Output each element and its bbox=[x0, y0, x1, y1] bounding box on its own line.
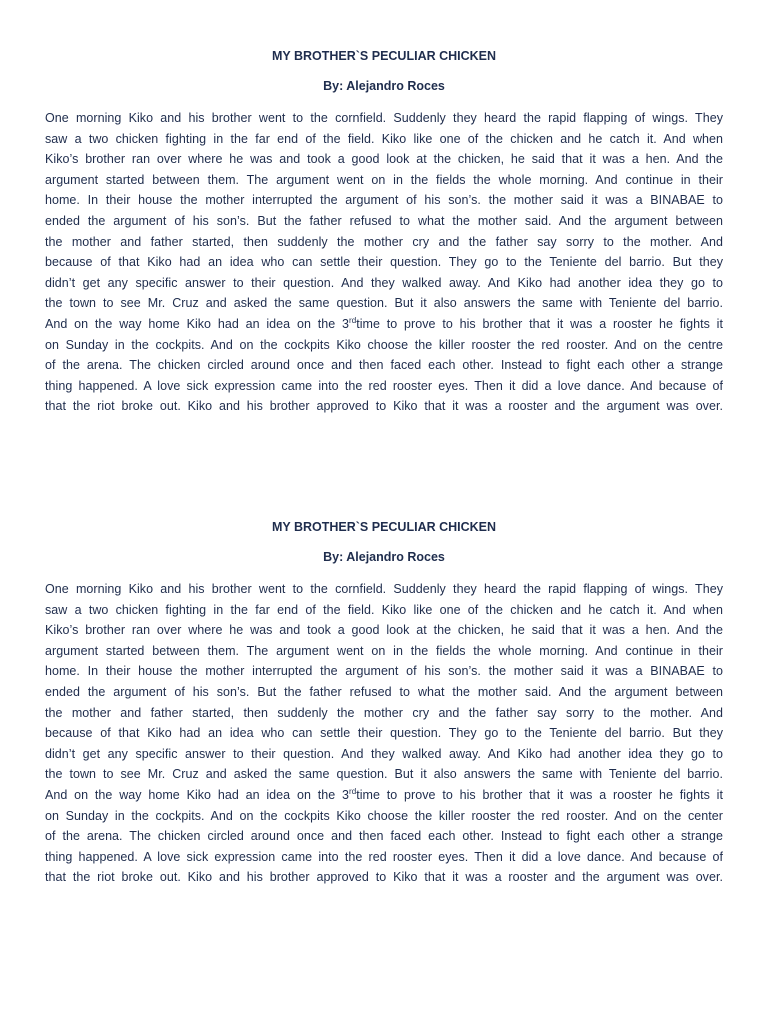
story-body bbox=[45, 579, 723, 888]
body-line: the town to see Mr. Cruz and asked the same question. But it also answers the same with Teniente del barrio. bbox=[45, 296, 723, 311]
ordinal-suffix: rd bbox=[349, 786, 357, 796]
body-line: home. In their house the mother interrupted the argument of his son’s. the mother said it was a BINABAE to bbox=[45, 664, 723, 679]
story-body bbox=[45, 108, 723, 417]
body-line: on Sunday in the cockpits. And on the cockpits Kiko choose the killer rooster the red rooster. And on the center bbox=[45, 808, 723, 823]
body-line: because of that Kiko had an idea who can settle their question. They go to the Teniente del barrio. But they bbox=[45, 255, 723, 270]
body-line: ended the argument of his son’s. But the father refused to what the mother said. And the argument between bbox=[45, 684, 723, 699]
body-line-ordinal bbox=[45, 314, 723, 335]
body-line: Kiko’s brother ran over where he was and took a good look at the chicken, he said that it was a hen. And the bbox=[45, 152, 723, 167]
line-end: time to prove to his brother that it was a rooster he fights it bbox=[356, 316, 723, 331]
body-line-ordinal bbox=[45, 785, 723, 806]
line-start: And on the way home Kiko had an idea on the 3 bbox=[45, 787, 349, 802]
story-byline: By: Alejandro Roces bbox=[323, 79, 445, 93]
story-second bbox=[45, 519, 723, 888]
body-line: the town to see Mr. Cruz and asked the same question. But it also answers the same with Teniente del barrio. bbox=[45, 767, 723, 782]
ordinal-suffix: rd bbox=[349, 315, 357, 325]
body-line: argument started between them. The argument went on in the fields the whole morning. And continue in their bbox=[45, 172, 723, 187]
body-line: on Sunday in the cockpits. And on the cockpits Kiko choose the killer rooster the red rooster. And on the centre bbox=[45, 337, 723, 352]
body-line: One morning Kiko and his brother went to the cornfield. Suddenly they heard the rapid flapping of wings. They bbox=[45, 582, 723, 596]
line-start: And on the way home Kiko had an idea on the 3 bbox=[45, 316, 349, 331]
body-line: thing happened. A love sick expression came into the red rooster eyes. Then it did a love dance. And because of bbox=[45, 849, 723, 864]
body-line: of the arena. The chicken circled around once and then faced each other. Instead to fight each other a strange bbox=[45, 358, 723, 373]
body-line: didn’t get any specific answer to their question. And they walked away. And Kiko had another idea they go to bbox=[45, 275, 723, 290]
body-line: argument started between them. The argument went on in the fields the whole morning. And continue in their bbox=[45, 643, 723, 658]
story-byline: By: Alejandro Roces bbox=[323, 550, 445, 564]
story-title: MY BROTHER`S PECULIAR CHICKEN bbox=[271, 49, 497, 63]
body-line: saw a two chicken fighting in the far end of the field. Kiko like one of the chicken and he catch it. And when bbox=[45, 602, 723, 617]
body-line: thing happened. A love sick expression came into the red rooster eyes. Then it did a love dance. And because of bbox=[45, 378, 723, 393]
body-line: because of that Kiko had an idea who can settle their question. They go to the Teniente del barrio. But they bbox=[45, 726, 723, 741]
story-title: MY BROTHER`S PECULIAR CHICKEN bbox=[271, 520, 497, 534]
body-line: of the arena. The chicken circled around once and then faced each other. Instead to fight each other a strange bbox=[45, 829, 723, 844]
body-line: didn’t get any specific answer to their question. And they walked away. And Kiko had another idea they go to bbox=[45, 746, 723, 761]
body-line: the mother and father started, then suddenly the mother cry and the father say sorry to the mother. And bbox=[45, 234, 723, 249]
line-end: time to prove to his brother that it was a rooster he fights it bbox=[356, 787, 723, 802]
body-line: Kiko’s brother ran over where he was and took a good look at the chicken, he said that it was a hen. And the bbox=[45, 623, 723, 638]
body-line: saw a two chicken fighting in the far end of the field. Kiko like one of the chicken and he catch it. And when bbox=[45, 131, 723, 146]
story-first bbox=[45, 48, 723, 417]
body-line: ended the argument of his son’s. But the father refused to what the mother said. And the argument between bbox=[45, 213, 723, 228]
body-line: home. In their house the mother interrupted the argument of his son’s. the mother said it was a BINABAE to bbox=[45, 193, 723, 208]
body-line: One morning Kiko and his brother went to the cornfield. Suddenly they heard the rapid flapping of wings. They bbox=[45, 111, 723, 125]
body-line: that the riot broke out. Kiko and his brother approved to Kiko that it was a rooster and the argument was over. bbox=[45, 399, 723, 414]
body-line: the mother and father started, then suddenly the mother cry and the father say sorry to the mother. And bbox=[45, 705, 723, 720]
body-line: that the riot broke out. Kiko and his brother approved to Kiko that it was a rooster and the argument was over. bbox=[45, 870, 723, 885]
